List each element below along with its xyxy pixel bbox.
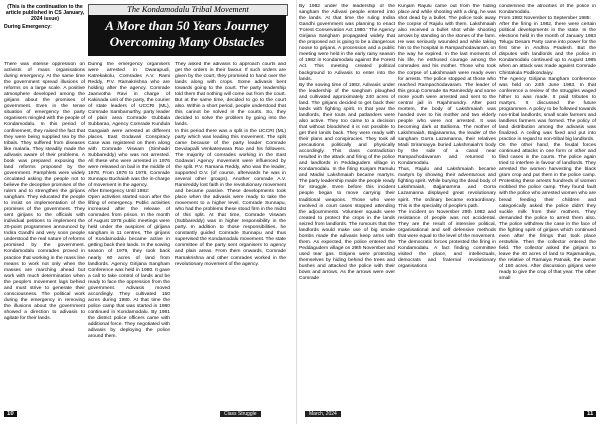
page-gutter <box>296 0 297 424</box>
column-4-text: By 1982 under the leadership of the sangham the Adivasi people entered into the lands. At that time the ruling Indira Gandhi government was planning to enact 'Forest Conservation Act 1980.' The Agency Girijana Sangham propagated widely that the proposed act is going to be a dangerous noose to girijans. A procession and a public meeting were held in the early rainy season of 1982 in Kondamodalu against the Forest Act. This meeting created political background to Adivasis to enter into the lands. By the sowing time of 1982, Adivasis under the leadership of the sangham ploughed and cultivated approximately 240 acres of land. The girijans decided to get back their lands with fighting spirit. In that year the landlords, their touts and patlanders were also active. They too came to a decision that without bloodshed it is not possible to get their lands back. They were ready with their plans and conspiracies. They took all precautions politically and physically accordingly. This class contradiction resulted in the attack and firing of the police and landlords in Peddagudem village in Kondamodalu. In the firing Kunjam Ramulu and Madivi Lakshmaiah became martyrs. The party leadership made the people ready for struggle. Even before this incident people began to move carrying their traditional weapons. Those who were involved in court cases stopped attending the adjournments. Volunteer squads were created to protect the crops in the lands seized from landlords. The rumours that the landlords would make use of big smoke bombs made the adivasis keep arms with them. As expected, the police entered the Peddagudem village on 29th November and used tear gas. Girijans were protecting themselves by hiding behind the trees and bushes and attacked the police with their bows and arrows. As the arrows were over Comrade <box>299 4 395 282</box>
footer-publication-name: Class Struggle <box>220 411 261 417</box>
page-number-left: 10 <box>4 411 17 417</box>
continuation-note: (This is the continuation to the article published in CS January, 2024 issue) <box>5 4 85 23</box>
section-heading-emergency: During Emergency: <box>4 23 52 30</box>
column-3 <box>175 62 286 408</box>
article-title: A More than 50 Years Journey Overcoming Many Obstacles <box>88 15 286 56</box>
column-4 <box>299 4 395 408</box>
column-5-text: Kunjam Rajulu came out from the hiding place and while shooting with a ding, he was shot dead by a bullet. The police took away the corpse of Rajulu with them. Lakshmaiah also received a bullet shot while shooting arrows by standing on the stones of the farm. He was seriously wounded and while taking him to the hospital in Rampachodavaram, on the way he expired. In the last moments of his life, he enthused courage among the comrades and his mother. Those who took the corpse of Lakshmaiah were ready even for arrests. The police stopped at those who reached Rampachodavaram. The leader of this group Comrade Ita Ramireddy and some more youth were arrested and sent to the central jail in Rajahmundry. After post mortem, the body of Lakshmaiah was handed over to his mother and two elderly people who were not arrested. It was becoming dark at Ballioma. The mother of Lakshmaiah, Bajjanamma, the leader of the sangham Gorra Lazamanna, their relatives Madi Sriramayya buried Lakshmaiah's body by the side of a canal near Rampachodavaram and returned to Kondamodalu. Thus, Rajulu and Lakshmaiah became martyrs by showing their adventurous and fighting spirit. While burying the dead body of Lakshmaiah, Bajjanamma and Gorra Lazamanna displayed great revolutionary spirit. The ordinary became extraordinary. This is the speciality of people's path. The incident on November 29th 1982 and resistance of people was not accidental. They are the result of intensive political, organisational and self defensive methods that were equal to the level of the movement. The democratic forces protested the firing in Kondamodalu. A fact finding committee visited the place, and intellectuals, democrats and fraternal revolutionary organisations <box>398 4 496 270</box>
column-5 <box>398 4 496 408</box>
column-6 <box>499 4 596 408</box>
continuation-note-box <box>4 4 86 58</box>
series-title-banner: The Kondamodalu Tribal Movement <box>88 4 288 16</box>
column-1-text: There was intense oppression on activists of mass organisations during emergency. At the same time the government spread illusions of reforms on a large scale. A positive atmosphere developed among the girijans about the promises of government. Even in the tense situation of emergency the party organisers mingled with the people of Kondamodalu. In this period of confinement, they raised the fact that they were being supplied tea by the tribals. They suffered from diseases like malaria. They steadily made the adivasis aware of their problems. A book was prepared exposing the land reforms proposed by the government. Pamphlets were widely circulated asking the people not to believe the deceptive promises of the rulers and to strengthen the girijans sangham. They educated the people to insist on implementation of the promises of the government. They sent girijans to the officials with individual petitions to implement the 20-point programmes announced by Indira Gandhi and very soon people understood the real nature of reforms promised by the government. Kondamodalu comrades proved in practice that working in the mass line means to work not only when the masses are marching ahead but work with much determination when the people's movement lags behind and must strive to generate their consciousness. The political work during the emergency in removing the illusions about the government showed a direction to adivasis to agitate for their lands. <box>4 62 85 321</box>
column-6-text: condemned the atrocities of the police in Kondamodalu. From 1982 November to September 1985: After the firing in 1982, there were certain political developments in the state. In the elections held in the month of January 1983 Telugu Desam Party came into power for the first time in Andhra Pradesh. But the disputes with landlords and the police in Kondamodalu continued up to August 1985 when an attack was made against Comrade Chintakula Podikondaiyy. The Agency Girijana Sangham conference was held on 24th June 1983. In that conference a review of the struggles waged hither to was made. It paid tributes to martyrs. It discussed the future programmes. A policy to be followed towards non-tribal landlords, small scale farmers and landless farmers was formed. The policy of land distribution among the adivasis was finalized. A ceiling was fixed and put into practice in regard to non-tribal big landlords. On the other hand, the feudal forces continued attacks in one form or other and filed cases in the courts. The police again tried to interfere in favour of landlords. They arrested the women harvesting the black gram crop and put them in the police camp. Protesting these arrests hundreds of women mobbed the police camp. They found fault with the police who arrested women who are bread feeding their children and categorically asked the police didn't they suckle milk from their mothers. They demanded the police to arrest them also. The police withdrew the case in the face of the fighting spirit of girijans which continued even after the firings that took place erstwhile. Then the collector entered the field. The collector asked the girijans to leave the 40 acres of land to Rajamanikya, the relative of Ramaiya Patnaik, the owner of 150 acres. After discussion girijans were ready to give the crop of that year. The other small <box>499 4 596 282</box>
column-3-text: They asked the adivasis to approach courts and get the orders in their favour. If such orders are given by the court, they promised to hand over the lands along with crops. Some adivasis bent towards going to the court. The party leadership told them that nothing will come out from the court. But at the same time, decided to go to the court also. Within a short period, people understood that this cannot be solved in the courts. So, they decided to solve the problem by going into the lands. In this period there was a split in the UCCRI (ML) party which was leading this movement. The split came because of the party leader Comrade Devulapalli Venkateswara Rao and his followers. The majority of comrades working in the East Godavari Agency movement were influenced by the split. P.V. Ramana Reddy, who was the leader, supported D.V. (of course, afterwards he was in several other groups). Another comrade A.V. Ramireddy lost faith in the revolutionary movement and became passive. These developments took place when the adivasis were ready to take the movement to a higher level. Comrade Sunnapu, who had the problems these stood firm in the midst of this split. At that time, Comrade Viswam (Subbareddy) was in higher responsibility in the party. In addition to those responsibilities, he constantly guided Comrade Sunnapu and thus supervised the Kondamodalu movement. The state committee of the party sent organisers to agency and plain areas. From them onwards, Comrade Ramakrishna and other comrades worked in the revolutionary movement of the agency. <box>175 62 286 267</box>
footer-issue-date: March, 2024 <box>305 411 341 417</box>
column-2 <box>88 62 170 408</box>
page-number-right: 11 <box>584 411 596 417</box>
column-2-text: During the emergency organisers were arrested in Dwarapudi, Katrekakolu, Comrades A.V. Rami Reddy, P.V. Ramakrishna who are holding after the agency. Comrade Jaanvotha Ravi in charge of Kakinada unit of the party, the courier of state leaders of UCCRI (ML), Comrade Sambamurthy, party leader of plain area Comrade Gubbala Subbarao, Agency Comrade Kundula Gangaiah were arrested at different places. East Godavari Conspiracy Case was registered on them along with Comrade Viswam (Simhadri Subbareddy) who was not arrested. All these who were arrested in 1976 were released on bail in the middle of 1978. From 1976 to 1978, Comrade Sunnapu Buchaiah was the in-charge of movement in the agency. After Emergency Until 1982: Open activities started soon after the lifting of emergency. Public activities increased after the release of comrades from prison. In the month of August 1978 public meetings were held under the auspices of girijana sangham in 11 centres. The girijans of Kondamodalu became active in getting back their lands. In the sowing season of 1979, they took back nearly 60 acres of land from landlords. Agency Girijana Sangham Conference was held in 1980. It gave a call to take control of lands and be ready to face the oppression from the government. Adivasis moved accordingly. They cultivated 150 acres during 1980. At that time the police camp that was started in 1980 continued in Kondamodalu. By 1981 the district police officers came with additional force. They negotiated with adivasis by deploying the police around them. <box>88 62 170 340</box>
column-1 <box>4 62 85 408</box>
